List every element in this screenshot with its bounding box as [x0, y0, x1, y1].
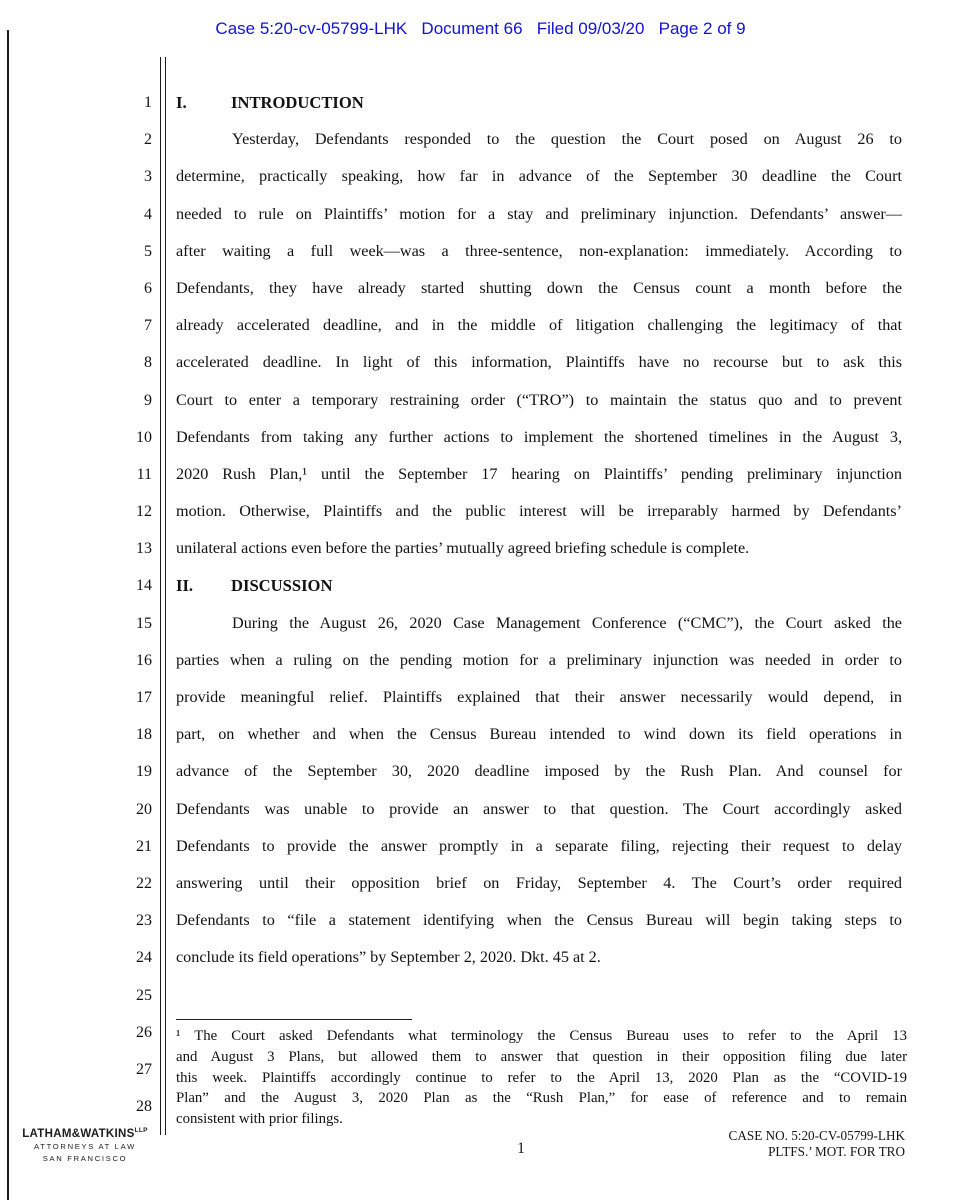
text-line: 7 [144, 317, 152, 335]
text-line: consistent with prior filings. [176, 1111, 343, 1128]
page-number: 1 [517, 1140, 525, 1157]
footer-case-info [729, 1128, 905, 1159]
text-line: motion. Otherwise, Plaintiffs and the public interest will be irreparably harmed by Defendants’ [176, 502, 902, 521]
text-line: 21 [136, 837, 152, 855]
text-line: 1 [144, 94, 152, 111]
text-line: this week. Plaintiffs accordingly continue to refer to the April 13, 2020 Plan as the “COVID-19 [176, 1069, 907, 1086]
text-line: 2020 Rush Plan,¹ until the September 17 hearing on Plaintiffs’ pending preliminary injunction [176, 464, 902, 483]
text-line: provide meaningful relief. Plaintiffs explained that their answer necessarily would depend, in [176, 688, 902, 706]
footer-doc-label: PLTFS.’ MOT. FOR TRO [768, 1143, 905, 1159]
text-line: 16 [136, 651, 152, 669]
document-body [176, 84, 902, 977]
text-line: 5 [144, 242, 152, 260]
paragraph-introduction [176, 121, 902, 567]
section-numeral: II. [176, 576, 194, 596]
text-line: answering until their opposition brief on Friday, September 4. The Court’s order required [176, 873, 902, 892]
text-line: part, on whether and when the Census Bureau intended to wind down its field operations in [176, 725, 902, 744]
footnote-separator [176, 1019, 412, 1020]
text-line: Defendants to “file a statement identifying when the Census Bureau will begin taking steps to [176, 911, 902, 930]
text-line: after waiting a full week—was a three-sentence, non-explanation: immediately. According to [176, 241, 902, 260]
text-line: 22 [136, 874, 152, 892]
text-line: advance of the September 30, 2020 deadline imposed by the Rush Plan. And counsel for [176, 762, 902, 781]
text-line: 19 [136, 763, 152, 781]
line-number-column [108, 84, 152, 1125]
text-line: and August 3 Plans, but allowed them to answer that question in their opposition filing due later [176, 1048, 907, 1065]
text-line: Defendants to provide the answer promptly in a separate filing, rejecting their request to delay [176, 836, 902, 855]
text-line: 20 [136, 800, 152, 818]
text-line: Yesterday, Defendants responded to the question the Court posed on August 26 to [232, 130, 902, 149]
firm-tagline: ATTORNEYS AT LAW [34, 1142, 136, 1152]
text-line: parties when a ruling on the pending motion for a preliminary injunction was needed in order to [176, 650, 902, 669]
text-line: 24 [136, 949, 152, 967]
text-line: Defendants, they have already started shutting down the Census count a month before the [176, 278, 902, 297]
section-heading-discussion [176, 567, 902, 604]
text-line: 10 [136, 428, 152, 446]
text-line: 17 [136, 689, 152, 706]
text-line: 4 [144, 205, 152, 223]
section-title: DISCUSSION [231, 576, 333, 596]
text-line: 28 [136, 1098, 152, 1116]
text-line: Defendants was unable to provide an answer to that question. The Court accordingly asked [176, 799, 902, 818]
text-line: needed to rule on Plaintiffs’ motion for a stay and preliminary injunction. Defendants’ answer— [176, 204, 902, 223]
text-line: 27 [136, 1060, 152, 1078]
paragraph-discussion [176, 605, 902, 977]
text-line: Court to enter a temporary restraining order (“TRO”) to maintain the status quo and to prevent [176, 390, 902, 409]
text-line: 2 [144, 131, 152, 149]
text-line: 15 [136, 614, 152, 632]
ecf-stamp: Case 5:20-cv-05799-LHK Document 66 Filed 09/03/20 Page 2 of 9 [215, 19, 746, 38]
section-numeral: I. [176, 93, 187, 112]
page-left-border [7, 30, 9, 1200]
pleading-double-rule [160, 57, 166, 1135]
text-line: 25 [136, 986, 152, 1004]
text-line: During the August 26, 2020 Case Management Conference (“CMC”), the Court asked the [232, 613, 902, 632]
firm-suffix: LLP [134, 1127, 148, 1134]
footnote-1 [176, 1026, 907, 1130]
text-line: 3 [144, 168, 152, 186]
section-title: INTRODUCTION [231, 93, 364, 112]
text-line: already accelerated deadline, and in the middle of litigation challenging the legitimacy of that [176, 316, 902, 335]
text-line: 18 [136, 726, 152, 744]
text-line: ¹ The Court asked Defendants what terminology the Census Bureau uses to refer to the April 13 [176, 1028, 907, 1044]
text-line: 23 [136, 912, 152, 930]
text-line: Defendants from taking any further actions to implement the shortened timelines in the August 3, [176, 427, 902, 446]
text-line: 26 [136, 1023, 152, 1041]
section-heading-introduction [176, 84, 902, 121]
text-line: 6 [144, 279, 152, 297]
text-line: 14 [136, 577, 152, 595]
footer-case-number: CASE NO. 5:20-CV-05799-LHK [728, 1128, 905, 1143]
firm-name-text: LATHAM&WATKINS [22, 1127, 135, 1140]
firm-city: SAN FRANCISCO [42, 1153, 128, 1163]
text-line: 11 [136, 465, 152, 483]
text-line: accelerated deadline. In light of this information, Plaintiffs have no recourse but to ask this [176, 353, 902, 372]
text-line: unilateral actions even before the parties’ mutually agreed briefing schedule is complete. [176, 539, 750, 558]
text-line: Plan” and the August 3, 2020 Plan as the “Rush Plan,” for ease of reference and to remain [176, 1090, 907, 1107]
text-line: 8 [144, 354, 152, 372]
text-line: 12 [136, 503, 152, 521]
text-line: determine, practically speaking, how far in advance of the September 30 deadline the Court [176, 167, 902, 186]
firm-logo-block [16, 1127, 154, 1163]
text-line: 9 [144, 391, 152, 409]
text-line: 13 [136, 540, 152, 558]
firm-name [16, 1127, 154, 1140]
text-line: conclude its field operations” by September 2, 2020. Dkt. 45 at 2. [176, 948, 601, 967]
